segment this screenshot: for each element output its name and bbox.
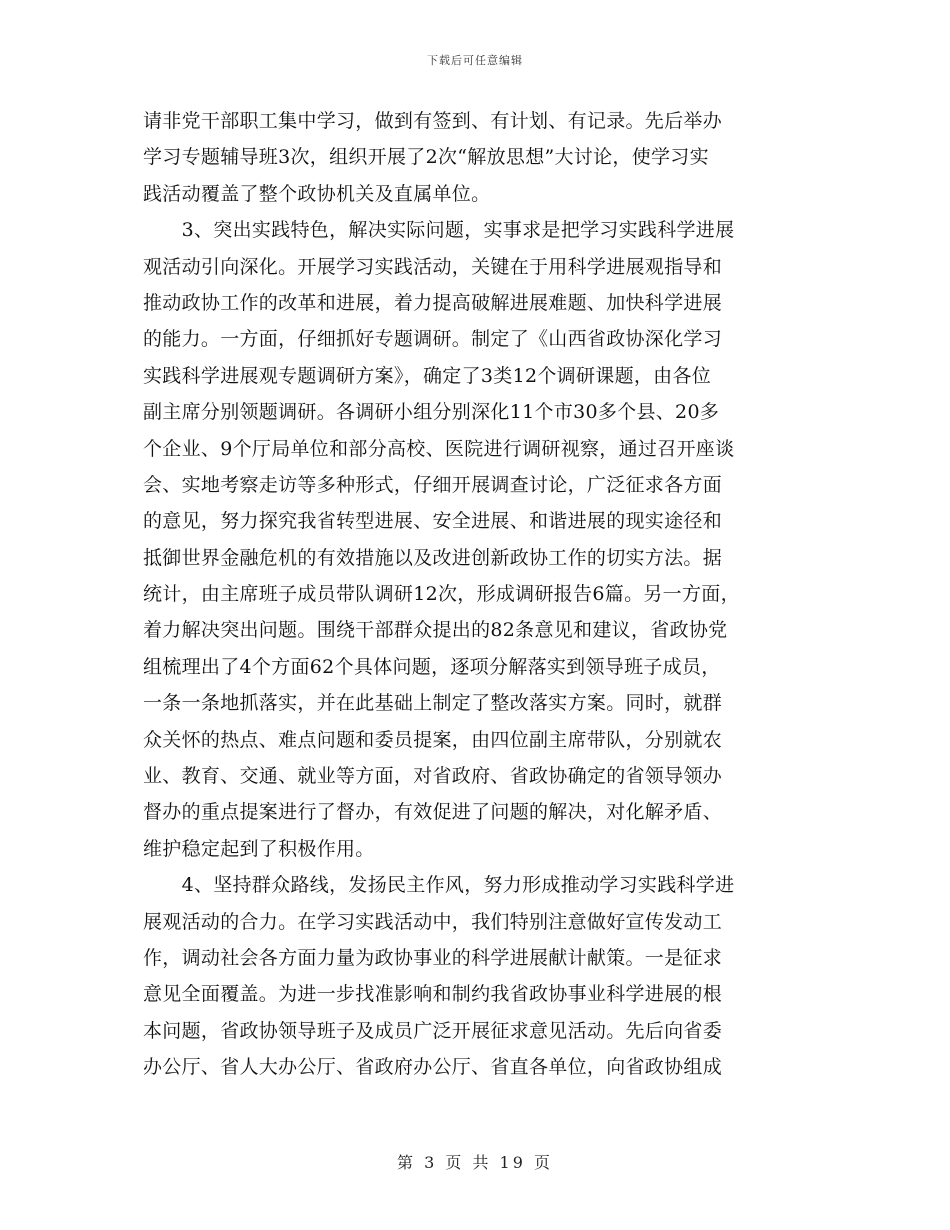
- text-line: 组梳理出了4个方面62个具体问题，逐项分解落实到领导班子成员，: [143, 655, 721, 678]
- text-line: 4、坚持群众路线，发扬民主作风，努力形成推动学习实践科学进: [143, 874, 735, 897]
- text-line: 推动政协工作的改革和进展，着力提高破解进展难题、加快科学进展: [143, 291, 723, 314]
- text-line: 众关怀的热点、难点问题和委员提案，由四位副主席带队，分别就农: [143, 728, 723, 751]
- text-line: 的能力。一方面，仔细抓好专题调研。制定了《山西省政协深化学习: [143, 328, 723, 351]
- text-line: 个企业、9个厅局单位和部分高校、医院进行调研视察，通过召开座谈: [143, 437, 735, 460]
- text-line: 抵御世界金融危机的有效措施以及改进创新政协工作的切实方法。据: [143, 546, 723, 569]
- text-line: 维护稳定起到了积极作用。: [143, 837, 375, 860]
- document-body: [143, 103, 807, 1086]
- text-line: 会、实地考察走访等多种形式，仔细开展调查讨论，广泛征求各方面: [143, 473, 723, 496]
- text-line: 业、教育、交通、就业等方面，对省政府、省政协确定的省领导领办: [143, 765, 723, 788]
- text-line: 3、突出实践特色，解决实际问题，实事求是把学习实践科学进展: [143, 219, 735, 242]
- text-line: 副主席分别领题调研。各调研小组分别深化11个市30多个县、20多: [143, 401, 720, 424]
- text-line: 的意见，努力探究我省转型进展、安全进展、和谐进展的现实途径和: [143, 510, 723, 533]
- text-line: 办公厅、省人大办公厅、省政府办公厅、省直各单位，向省政协组成: [143, 1056, 723, 1079]
- text-line: 展观活动的合力。在学习实践活动中，我们特别注意做好宣传发动工: [143, 910, 723, 933]
- text-line: 一条一条地抓落实，并在此基础上制定了整改落实方案。同时，就群: [143, 692, 723, 715]
- page-footer: 第 3 页 共 19 页: [397, 1153, 553, 1172]
- text-line: 实践科学进展观专题调研方案》，确定了3类12个调研课题，由各位: [143, 364, 712, 387]
- text-line: 观活动引向深化。开展学习实践活动，关键在于用科学进展观指导和: [143, 255, 723, 278]
- page-header: 下载后可任意编辑: [427, 54, 523, 67]
- text-line: 统计，由主席班子成员带队调研12次，形成调研报告6篇。另一方面，: [143, 583, 740, 606]
- text-line: 作，调动社会各方面力量为政协事业的科学进展献计献策。一是征求: [143, 946, 723, 969]
- text-line: 请非党干部职工集中学习，做到有签到、有计划、有记录。先后举办: [143, 110, 723, 132]
- text-line: 督办的重点提案进行了督办，有效促进了问题的解决，对化解矛盾、: [143, 801, 723, 824]
- text-line: 着力解决突出问题。围绕干部群众提出的82条意见和建议，省政协党: [143, 619, 728, 642]
- text-line: 意见全面覆盖。为进一步找准影响和制约我省政协事业科学进展的根: [143, 983, 723, 1006]
- text-line: 本问题，省政协领导班子及成员广泛开展征求意见活动。先后向省委: [143, 1019, 723, 1042]
- text-line: 学习专题辅导班3次，组织开展了2次“解放思想”大讨论，使学习实: [143, 146, 709, 169]
- text-line: 践活动覆盖了整个政协机关及直属单位。: [143, 182, 491, 205]
